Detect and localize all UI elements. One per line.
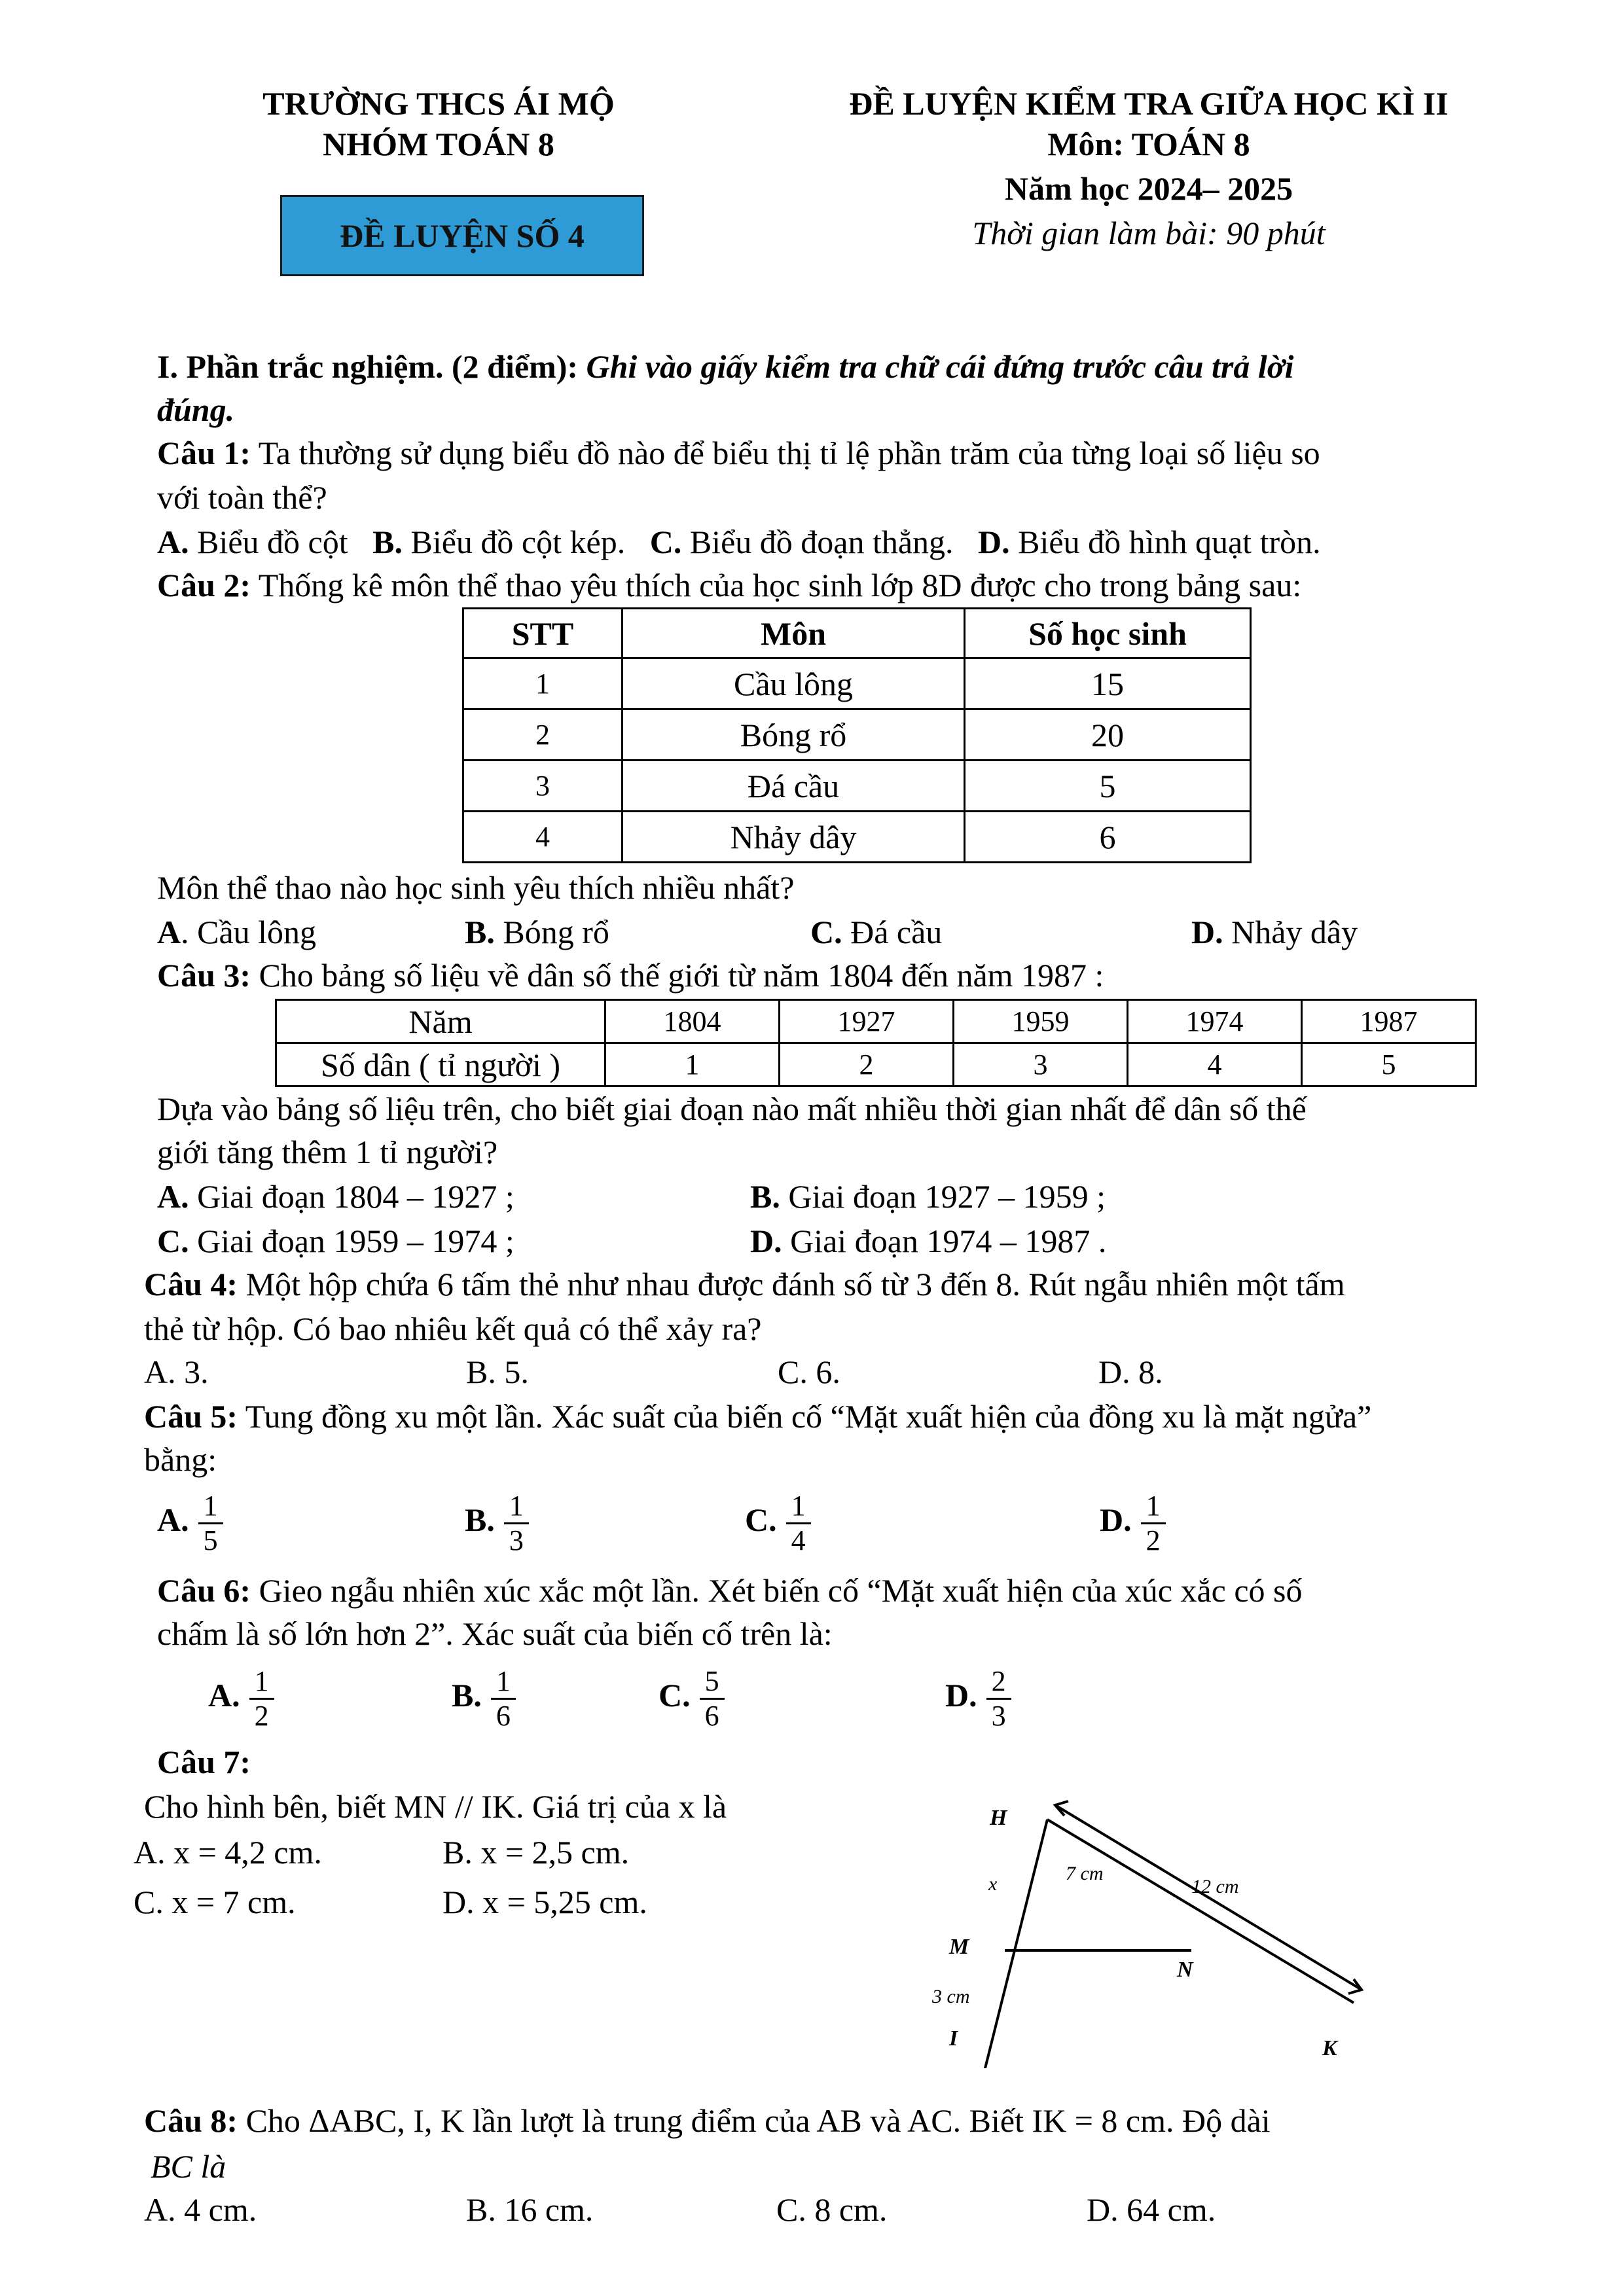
fraction: $\frac{5}{6}$ xyxy=(700,1665,725,1732)
q4-option-d: D. 8. xyxy=(1098,1354,1163,1390)
q5-option-a: A. $\frac{1}{5}$ xyxy=(157,1480,223,1559)
table-header: Số học sinh xyxy=(965,609,1251,658)
section-instruction-cont: đúng. xyxy=(157,391,235,428)
question-label: Câu 2: xyxy=(157,567,251,603)
fraction: $\frac{1}{6}$ xyxy=(491,1665,516,1732)
table-cell: 15 xyxy=(965,658,1251,709)
question-2-prompt: Môn thể thao nào học sinh yêu thích nhiều nhất? xyxy=(157,869,795,906)
question-5 xyxy=(144,1397,1371,1436)
school-name: TRƯỜNG THCS ÁI MỘ xyxy=(262,85,615,122)
section-instruction: Ghi vào giấy kiểm tra chữ cái đứng trước câu trả lời xyxy=(586,348,1294,385)
q7-option-a: A. x = 4,2 cm. xyxy=(134,1834,322,1871)
dimension-arrow xyxy=(1055,1805,1362,1990)
table-cell: Nhảy dây xyxy=(623,812,965,863)
table-row xyxy=(463,709,1251,761)
q5-option-c: C. $\frac{1}{4}$ xyxy=(745,1480,811,1559)
option-d: Biểu đồ hình quạt tròn. xyxy=(1018,524,1321,560)
table-cell: 1959 xyxy=(954,1000,1128,1043)
fraction: $\frac{1}{5}$ xyxy=(198,1490,223,1557)
q2-option-b: B. Bóng rổ xyxy=(465,914,609,950)
question-text: Tung đồng xu một lần. Xác suất của biến cố “Mặt xuất hiện của đồng xu là mặt ngửa” xyxy=(245,1398,1372,1435)
question-label: Câu 1: xyxy=(157,435,251,471)
q4-option-a: A. 3. xyxy=(144,1354,209,1390)
table-cell: Cầu lông xyxy=(623,658,965,709)
table-cell: 1987 xyxy=(1302,1000,1476,1043)
q6-option-a: A. $\frac{1}{2}$ xyxy=(208,1656,274,1734)
table-header-row xyxy=(463,609,1251,658)
group-name: NHÓM TOÁN 8 xyxy=(323,126,554,162)
question-4-cont: thẻ từ hộp. Có bao nhiêu kết quả có thể xảy ra? xyxy=(144,1310,762,1347)
question-1-cont: với toàn thể? xyxy=(157,479,327,516)
fraction: $\frac{1}{3}$ xyxy=(504,1490,529,1557)
option-a: Cầu lông xyxy=(197,914,317,950)
table-row-label: Năm xyxy=(276,1000,605,1043)
question-label: Câu 8: xyxy=(144,2102,238,2139)
fraction: $\frac{1}{4}$ xyxy=(786,1490,811,1557)
option-b: Biểu đồ cột kép. xyxy=(410,524,626,560)
option-a: Biểu đồ cột xyxy=(197,524,348,560)
table-cell: 2 xyxy=(463,709,623,761)
question-3-prompt-cont: giới tăng thêm 1 tỉ người? xyxy=(157,1134,498,1170)
option-c: Đá cầu xyxy=(850,914,943,950)
side-hi xyxy=(982,1820,1047,2068)
question-6-cont: chấm là số lớn hơn 2”. Xác suất của biến cố trên là: xyxy=(157,1615,833,1652)
q3-option-d: D. Giai đoạn 1974 – 1987 . xyxy=(750,1223,1107,1259)
option-b: Giai đoạn 1927 – 1959 ; xyxy=(788,1178,1106,1215)
subject: Môn: TOÁN 8 xyxy=(1047,126,1250,162)
option-b: Bóng rổ xyxy=(503,914,609,950)
question-text: Cho ΔABC, I, K lần lượt là trung điểm của AB và AC. Biết IK = 8 cm. Độ dài xyxy=(245,2102,1271,2139)
q4-option-b: B. 5. xyxy=(466,1354,529,1390)
q3-option-a: A. Giai đoạn 1804 – 1927 ; xyxy=(157,1178,514,1215)
question-4 xyxy=(144,1265,1345,1304)
label-k: K xyxy=(1322,2036,1337,2060)
q5-option-b: B. $\frac{1}{3}$ xyxy=(465,1480,529,1559)
table-row xyxy=(463,812,1251,863)
question-3-prompt: Dựa vào bảng số liệu trên, cho biết giai đoạn nào mất nhiều thời gian nhất để dân số thế xyxy=(157,1090,1307,1127)
question-1-options: A. Biểu đồ cột B. Biểu đồ cột kép. C. Biểu đồ đoạn thẳng. D. Biểu đồ hình quạt tròn. xyxy=(157,524,1321,560)
q2-option-a: A. Cầu lông xyxy=(157,914,317,950)
table-cell: 3 xyxy=(954,1043,1128,1086)
label-m: M xyxy=(949,1935,969,1959)
question-text: Gieo ngẫu nhiên xúc xắc một lần. Xét biến cố “Mặt xuất hiện của xúc xắc có số xyxy=(259,1572,1303,1609)
option-a: Giai đoạn 1804 – 1927 ; xyxy=(197,1178,514,1215)
option-d: Giai đoạn 1974 – 1987 . xyxy=(790,1223,1107,1259)
triangle-figure xyxy=(903,1793,1388,2068)
q7-option-c: C. x = 7 cm. xyxy=(134,1884,296,1920)
q6-option-c: C. $\frac{5}{6}$ xyxy=(659,1656,725,1734)
exam-time: Thời gian làm bài: 90 phút xyxy=(972,215,1326,251)
sports-table xyxy=(462,607,1252,863)
q8-option-b: B. 16 cm. xyxy=(466,2191,594,2228)
q6-option-d: D. $\frac{2}{3}$ xyxy=(945,1656,1011,1734)
table-header: STT xyxy=(463,609,623,658)
question-6 xyxy=(157,1571,1302,1610)
exam-number-badge: ĐỀ LUYỆN SỐ 4 xyxy=(280,195,644,276)
table-row-label: Số dân ( tỉ người ) xyxy=(276,1043,605,1086)
q6-option-b: B. $\frac{1}{6}$ xyxy=(452,1656,516,1734)
table-cell: 4 xyxy=(1128,1043,1302,1086)
table-cell: Bóng rổ xyxy=(623,709,965,761)
table-row xyxy=(276,1043,1476,1086)
question-8-cont: BC là xyxy=(151,2148,226,2185)
table-cell: 4 xyxy=(463,812,623,863)
fraction: $\frac{2}{3}$ xyxy=(986,1665,1011,1732)
question-8 xyxy=(144,2101,1271,2140)
table-cell: 5 xyxy=(1302,1043,1476,1086)
question-label: Câu 6: xyxy=(157,1572,251,1609)
table-header: Môn xyxy=(623,609,965,658)
question-1 xyxy=(157,433,1320,473)
table-row xyxy=(276,1000,1476,1043)
q3-option-c: C. Giai đoạn 1959 – 1974 ; xyxy=(157,1223,514,1259)
section-heading xyxy=(157,347,1294,386)
question-7-label: Câu 7: xyxy=(157,1744,251,1780)
table-cell: 3 xyxy=(463,761,623,812)
label-h: H xyxy=(990,1806,1007,1830)
q8-option-c: C. 8 cm. xyxy=(776,2191,888,2228)
label-n: N xyxy=(1177,1958,1193,1982)
table-cell: Đá cầu xyxy=(623,761,965,812)
label-mi: 3 cm xyxy=(932,1986,970,2007)
q2-option-c: C. Đá cầu xyxy=(810,914,943,950)
q4-option-c: C. 6. xyxy=(778,1354,840,1390)
table-cell: 1 xyxy=(463,658,623,709)
q7-option-b: B. x = 2,5 cm. xyxy=(442,1834,630,1871)
table-cell: 1927 xyxy=(780,1000,954,1043)
question-2 xyxy=(157,565,1301,605)
question-label: Câu 3: xyxy=(157,957,251,994)
table-row xyxy=(463,761,1251,812)
school-year: Năm học 2024– 2025 xyxy=(1004,170,1293,207)
side-hk xyxy=(1047,1820,1354,2003)
question-text: Ta thường sử dụng biểu đồ nào để biểu thị tỉ lệ phần trăm của từng loại số liệu so xyxy=(258,435,1320,471)
question-text: Một hộp chứa 6 tấm thẻ như nhau được đánh số từ 3 đến 8. Rút ngẫu nhiên một tấm xyxy=(245,1266,1345,1302)
q5-option-d: D. $\frac{1}{2}$ xyxy=(1100,1480,1166,1559)
question-text: Cho bảng số liệu về dân số thế giới từ năm 1804 đến năm 1987 : xyxy=(259,957,1104,994)
option-c: Biểu đồ đoạn thẳng. xyxy=(689,524,954,560)
fraction: $\frac{1}{2}$ xyxy=(249,1665,274,1732)
fraction: $\frac{1}{2}$ xyxy=(1141,1490,1166,1557)
option-c: Giai đoạn 1959 – 1974 ; xyxy=(197,1223,514,1259)
table-cell: 1804 xyxy=(605,1000,780,1043)
table-cell: 2 xyxy=(780,1043,954,1086)
question-label: Câu 4: xyxy=(144,1266,238,1302)
label-hk: 12 cm xyxy=(1191,1876,1239,1897)
section-title: I. Phần trắc nghiệm. (2 điểm): xyxy=(157,348,578,385)
table-cell: 5 xyxy=(965,761,1251,812)
exam-title: ĐỀ LUYỆN KIỂM TRA GIỮA HỌC KÌ II xyxy=(849,85,1449,122)
table-row xyxy=(463,658,1251,709)
label-hn: 7 cm xyxy=(1066,1863,1104,1884)
option-d: Nhảy dây xyxy=(1231,914,1358,950)
q8-option-a: A. 4 cm. xyxy=(144,2191,257,2228)
question-7-text: Cho hình bên, biết MN // IK. Giá trị của x là xyxy=(144,1788,727,1825)
q2-option-d: D. Nhảy dây xyxy=(1191,914,1358,950)
population-table xyxy=(275,999,1477,1087)
question-label: Câu 5: xyxy=(144,1398,238,1435)
table-cell: 1974 xyxy=(1128,1000,1302,1043)
table-cell: 6 xyxy=(965,812,1251,863)
label-x: x xyxy=(988,1873,998,1895)
table-cell: 20 xyxy=(965,709,1251,761)
question-text: Thống kê môn thể thao yêu thích của học sinh lớp 8D được cho trong bảng sau: xyxy=(258,567,1302,603)
q3-option-b: B. Giai đoạn 1927 – 1959 ; xyxy=(750,1178,1106,1215)
label-i: I xyxy=(949,2026,958,2051)
question-3 xyxy=(157,956,1104,995)
q7-option-d: D. x = 5,25 cm. xyxy=(442,1884,647,1920)
table-cell: 1 xyxy=(605,1043,780,1086)
question-5-cont: bằng: xyxy=(144,1441,217,1478)
q8-option-d: D. 64 cm. xyxy=(1087,2191,1216,2228)
